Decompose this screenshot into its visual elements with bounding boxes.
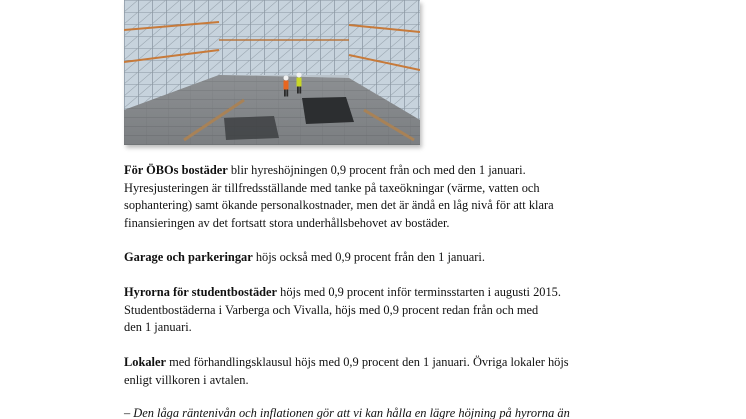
text-line: finansieringen av det fortsatt stora underhållsbehovet av bostäder. (124, 215, 450, 230)
construction-site-photo (124, 0, 420, 145)
text-line: blir hyreshöjningen 0,9 procent från och med den 1 januari. (227, 163, 526, 177)
text-line: höjs med 0,9 procent inför terminsstarten i augusti 2015. (277, 285, 561, 299)
text-line: den 1 januari. (124, 320, 192, 334)
text-line: Hyresjusteringen är tillfredsställande med tanke på taxeökningar (värme, vatten och (124, 180, 540, 195)
paragraph-studentbostader (124, 284, 624, 337)
paragraph-lead: Hyrorna för studentbostäder (124, 285, 278, 299)
quote-line: – Den låga räntenivån och inflationen gör att vi kan hålla en lägre höjning på hyrorna än (124, 406, 570, 419)
paragraph-lead: Lokaler (124, 355, 166, 369)
paragraph-lead: Garage och parkeringar (124, 250, 253, 264)
text-line: med förhandlingsklausul höjs med 0,9 procent den 1 januari. Övriga lokaler höjs (166, 355, 569, 369)
paragraph-lead: För ÖBOs bostäder (124, 163, 228, 177)
text-line: Studentbostäderna i Varberga och Vivalla, höjs med 0,9 procent redan från och med (124, 302, 539, 317)
text-line: enligt villkoren i avtalen. (124, 372, 249, 387)
paragraph-garage (124, 249, 624, 267)
text-line: höjs också med 0,9 procent från den 1 januari. (252, 250, 485, 264)
text-line: sophantering) samt ökande personalkostnader, men det är ändå en låg nivå för att klara (124, 198, 554, 212)
paragraph-lokaler (124, 354, 624, 389)
paragraph-bostader (124, 162, 624, 232)
